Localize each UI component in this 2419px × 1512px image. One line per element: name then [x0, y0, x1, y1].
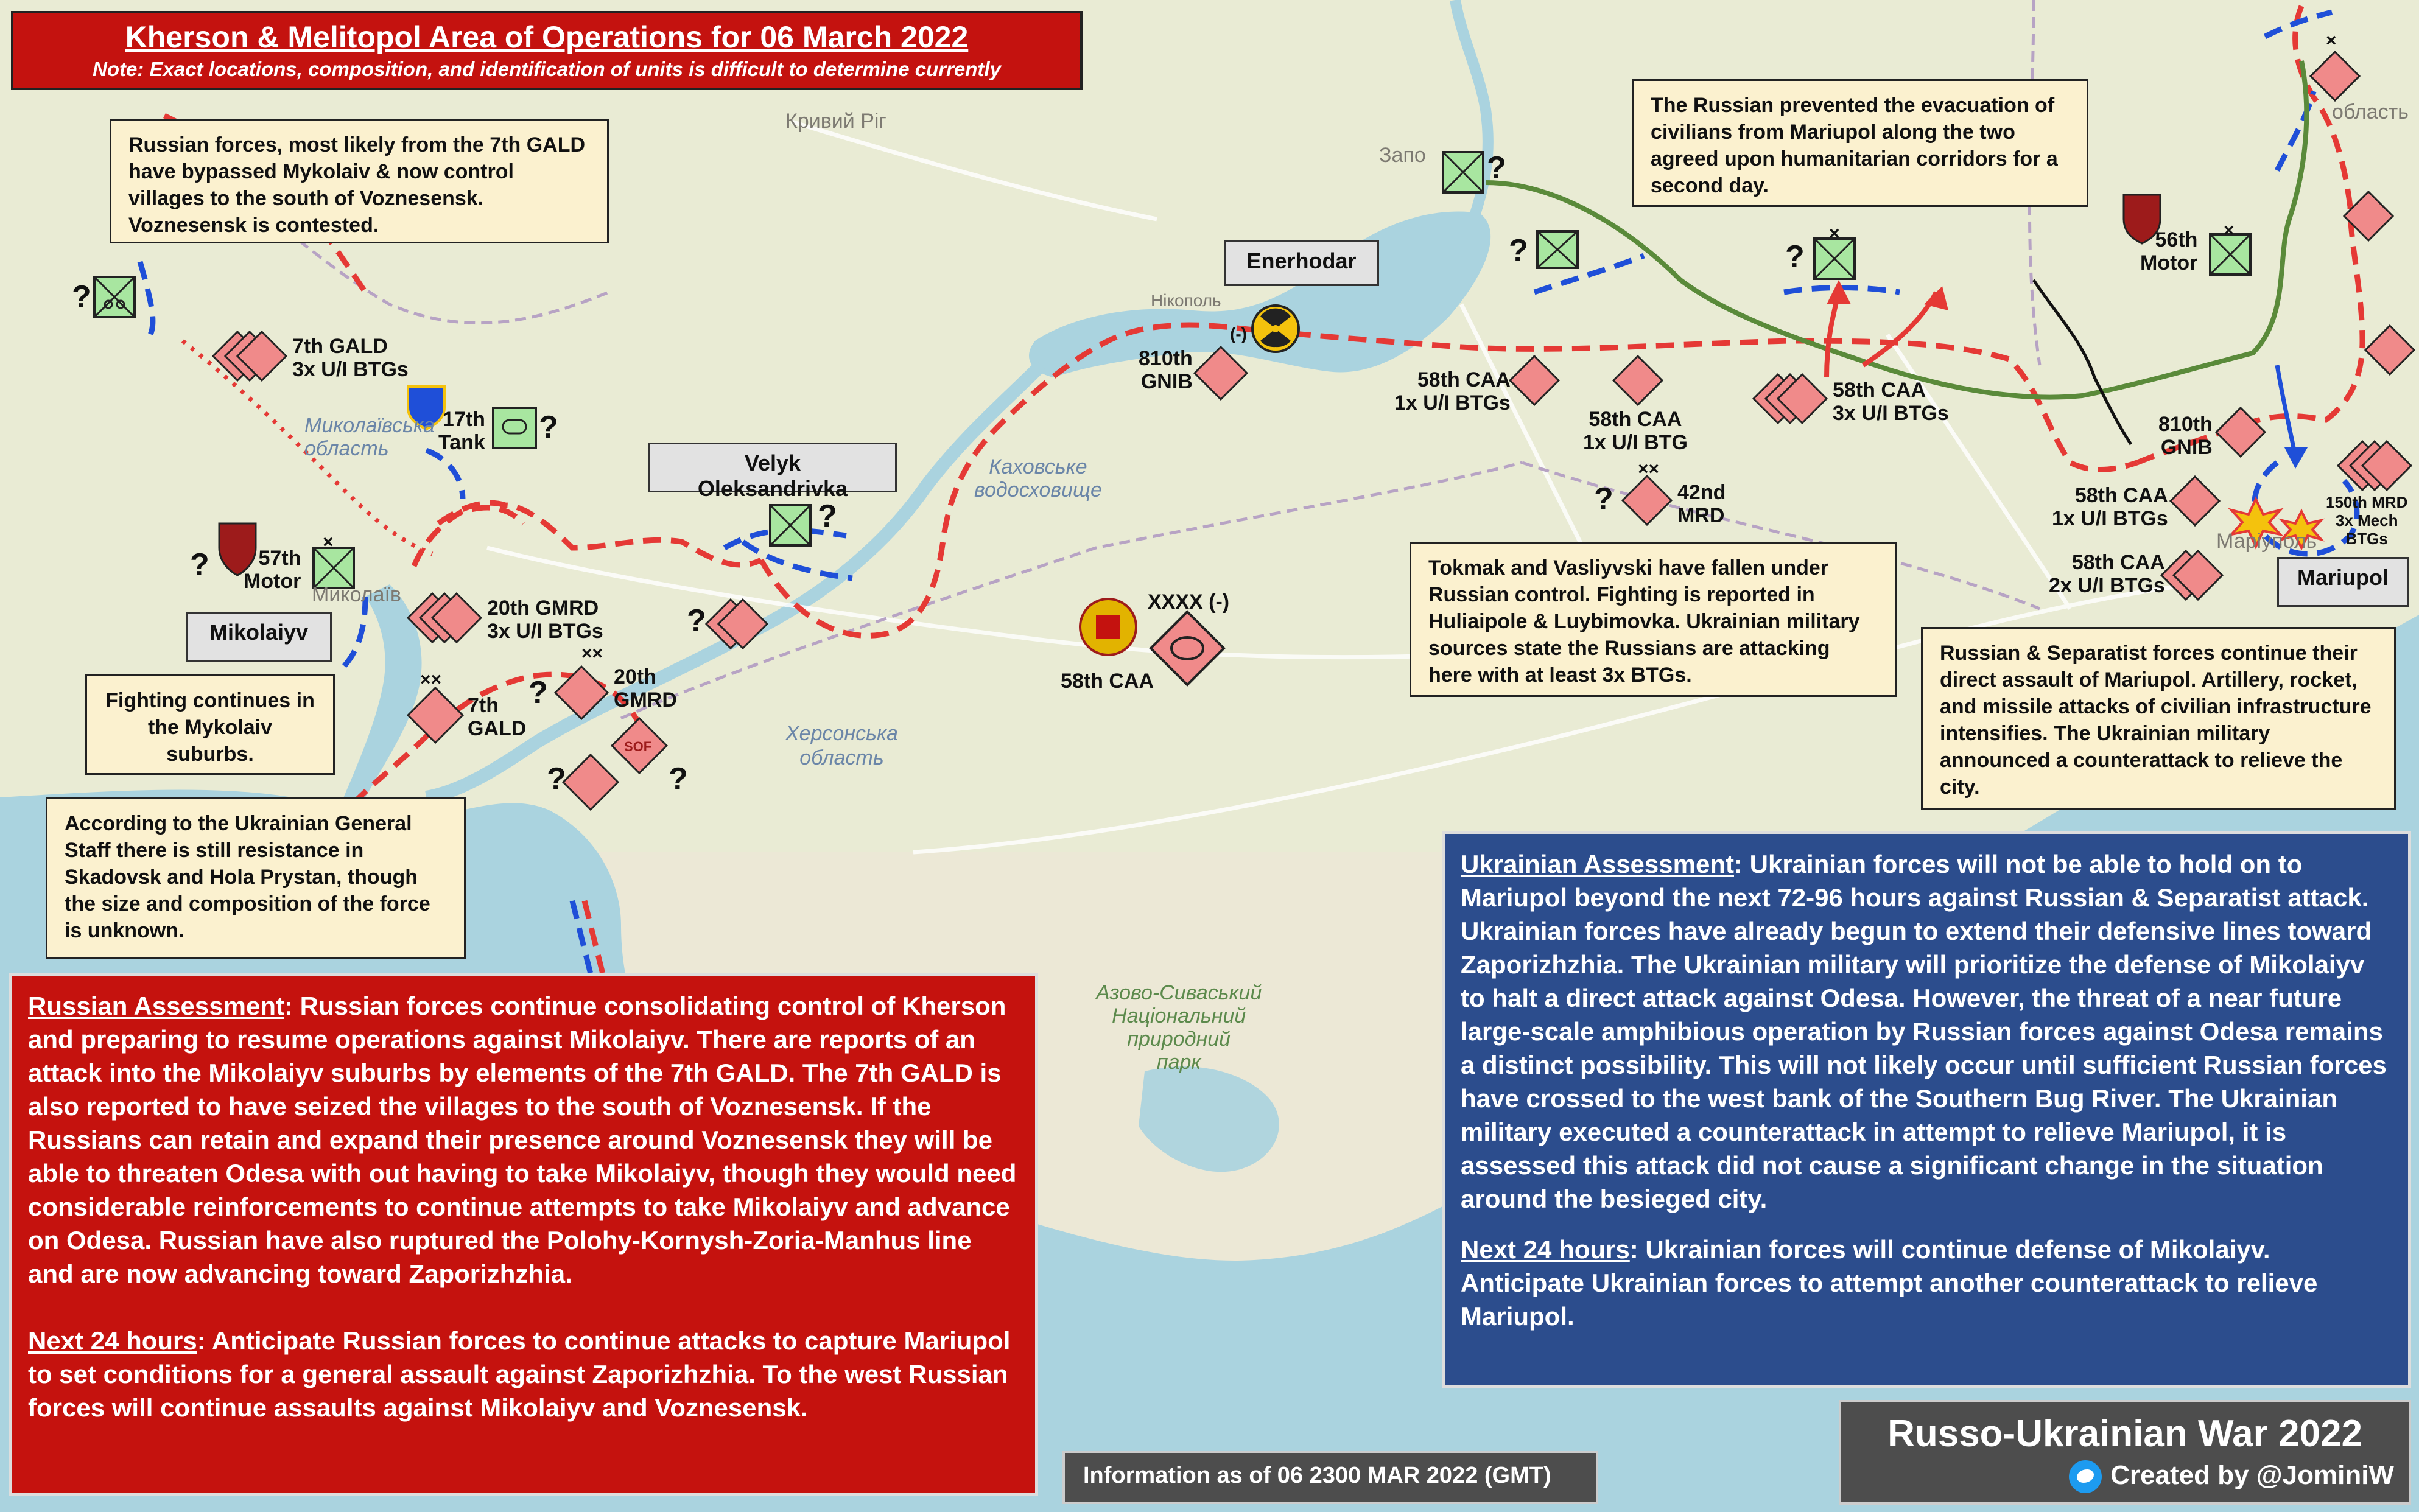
question-mark: ? — [1487, 150, 1506, 186]
label-7th-gald-btgs: 7th GALD 3x U/I BTGs — [292, 335, 409, 381]
label-58th-caa-b: 58th CAA 1x U/I BTG — [1583, 408, 1688, 454]
label-58th-caa-echelon: XXXX (-) — [1148, 590, 1230, 614]
label-17th-tank: 17th Tank — [438, 408, 485, 454]
label-57th-motor: 57th Motor — [244, 547, 301, 593]
label-810th-gnib-west: 810th GNIB — [1139, 347, 1193, 393]
note-mariupol-evacuation: The Russian prevented the evacuation of civilians from Mariupol along the two agreed upon humanitarian corridors for a second day. — [1632, 79, 2088, 207]
place-enerhodar: Enerhodar — [1224, 240, 1379, 286]
echelon-ne-1: × — [2326, 30, 2337, 51]
note-skadovsk: According to the Ukrainian General Staff there is still resistance in Skadovsk and Hola Prystan, though the size and composition of the force is unknown. — [46, 797, 466, 959]
map-title: Kherson & Melitopol Area of Operations for 06 March 2022 — [125, 20, 969, 54]
russian-assessment-panel — [9, 973, 1038, 1496]
basemap-zapo: Запо — [1379, 144, 1426, 167]
nuclear-plant-icon — [1252, 306, 1299, 352]
ukrainian-next24-heading: Next 24 hours — [1461, 1235, 1630, 1264]
label-58th-caa-main: 58th CAA — [1061, 670, 1154, 693]
map-title-box — [11, 11, 1083, 90]
created-by[interactable]: Created by @JominiW — [2110, 1460, 2394, 1490]
note-voznesensk: Russian forces, most likely from the 7th GALD have bypassed Mykolaiv & now control villages to the south of Voznesensk. Voznesensk is contested. — [110, 119, 609, 243]
russian-58th-caa-emblem-icon — [1080, 599, 1136, 655]
echelon-7th-gald: ×× — [420, 670, 442, 690]
label-20th-gmrd: 20th GMRD — [614, 665, 677, 712]
label-810th-gnib-east: 810th GNIB — [2158, 413, 2213, 459]
label-58th-caa-e: 58th CAA 2x U/I BTGs — [2049, 551, 2165, 597]
place-mikolaiyv: Mikolaiyv — [186, 612, 332, 662]
label-58th-caa-d: 58th CAA 1x U/I BTGs — [2052, 484, 2168, 530]
note-mariupol-assault: Russian & Separatist forces continue their direct assault of Mariupol. Artillery, rocket, and missile attacks of civilian infrastructure intensifies. The Ukrainian military announced a counterattack to relieve the city. — [1921, 627, 2396, 810]
label-58th-caa-c: 58th CAA 3x U/I BTGs — [1833, 379, 1949, 425]
question-mark: ? — [1785, 239, 1805, 275]
info-timestamp: Information as of 06 2300 MAR 2022 (GMT) — [1062, 1451, 1598, 1504]
label-7th-gald: 7th GALD — [468, 694, 527, 740]
question-mark: ? — [1594, 481, 1613, 517]
basemap-kryvyi: Кривий Ріг — [785, 110, 886, 133]
label-20th-gmrd-btgs: 20th GMRD 3x U/I BTGs — [487, 597, 603, 643]
echelon-42nd: ×× — [1638, 459, 1660, 479]
question-mark: ? — [72, 279, 91, 315]
ukrainian-unit-east-1[interactable] — [1537, 231, 1578, 268]
label-42nd-mrd: 42nd MRD — [1677, 481, 1726, 527]
echelon-56th: × — [2224, 220, 2235, 240]
question-mark: ? — [528, 675, 548, 710]
basemap-mariupol-city: Маріуполь — [2216, 530, 2317, 553]
ukrainian-unit-velyk[interactable] — [770, 505, 810, 545]
basemap-nikopol: Нікополь — [1151, 291, 1221, 310]
russian-next24-body: : Anticipate Russian forces to continue attacks to capture Mariupol to set conditions for a general assault against Zaporizhzhia. To the west Russian forces will continue assaults against Mikolaiyv and Voznesensk. — [28, 1326, 1011, 1422]
question-mark: ? — [1509, 233, 1528, 268]
echelon-20th-gmrd: ×× — [581, 643, 603, 663]
war-title: Russo-Ukrainian War 2022 — [1887, 1413, 2362, 1455]
russian-assessment-heading: Russian Assessment — [28, 992, 284, 1020]
question-mark: ? — [669, 761, 688, 797]
basemap-khersonska: Херсонська область — [785, 722, 898, 769]
basemap-azov-park: Азово-Сиваський Національний природний парк — [1096, 981, 1262, 1074]
label-sof: SOF — [624, 739, 652, 754]
ukrainian-unit-17th-tank[interactable] — [493, 408, 536, 448]
ukrainian-next24-body: : Ukrainian forces will continue defense of Mikolaiyv. Anticipate Ukrainian forces to attempt another counterattack to relieve Mariupol. — [1461, 1235, 2318, 1331]
basemap-kakhovka: Каховське водосховище — [974, 455, 1102, 502]
question-mark: ? — [539, 410, 558, 445]
ukrainian-unit-zaporizhzhia[interactable] — [1443, 152, 1483, 192]
ukrainian-assessment-heading: Ukrainian Assessment — [1461, 850, 1734, 878]
echelon-57th: × — [323, 532, 334, 552]
basemap-oblast-ne: область — [2332, 100, 2409, 124]
basemap-mykolaiv-city: Миколаїв — [312, 583, 401, 606]
label-minus: (-) — [1230, 324, 1247, 343]
question-mark: ? — [687, 603, 706, 639]
ukrainian-unit-voznesensk[interactable] — [94, 277, 135, 317]
ukrainian-unit-57th-motor[interactable] — [314, 548, 354, 588]
basemap-mykolaivska: Миколаївська область — [304, 414, 435, 460]
note-tokmak: Tokmak and Vasliyvski have fallen under Russian control. Fighting is reported in Huliaipole & Luybimovka. Ukrainian military sources state the Russians are attacking here with at least 3x BTGs. — [1410, 542, 1897, 697]
map-subtitle-note: Note: Exact locations, composition, and identification of units is difficult to determine currently — [93, 58, 1001, 80]
place-velyk-oleksandrivka: Velyk Oleksandrivka — [648, 443, 897, 492]
note-mykolaiv-fighting: Fighting continues in the Mykolaiv suburbs. — [85, 674, 335, 775]
question-mark: ? — [547, 761, 566, 797]
label-58th-caa-a: 58th CAA 1x U/I BTGs — [1394, 368, 1511, 415]
ukrainian-assessment-panel — [1442, 831, 2411, 1388]
label-150th-mrd: 150th MRD 3x Mech BTGs — [2326, 493, 2408, 548]
russian-assessment-body: : Russian forces continue consolidating control of Kherson and preparing to resume operations against Mikolaiyv. There are reports of an attack into the Mikolaiyv suburbs by elements of the 7th GALD. The 7th GALD is also reported to have seized the villages to the south of Voznesensk. If the Russians can retain and expand their presence around Voznesensk they will be able to threaten Odesa with out having to take Mikolaiyv, though they would need considerable reinforcements to continue attempts to take Mikolaiyv and advance on Odesa. Russian have also ruptured the Polohy-Kornysh-Zoria-Manhus line and are now advancing toward Zaporizhzhia. — [28, 992, 1017, 1288]
label-56th-motor: 56th Motor — [2140, 228, 2198, 275]
russian-next24-heading: Next 24 hours — [28, 1326, 197, 1355]
ukrainian-assessment-body: : Ukrainian forces will not be able to hold on to Mariupol beyond the next 72-96 hours against Russian & Separatist attack. Ukrainian forces have already begun to extend their defensive lines toward Zaporizhzhia. The Ukrainian military will prioritize the defense of Mikolaiyv to halt a direct attack against Odesa. However, the threat of a near future large-scale amphibious operation by Russian forces against Odesa remains a distinct possibility. This will not likely occur until sufficient Russian forces have crossed to the west bank of the Southern Bug River. The Ukrainian military executed a counterattack in attempt to relieve Mariupol, it is assessed this attack did not cause a significant change in the situation around the besieged city. — [1461, 850, 2387, 1213]
place-mariupol: Mariupol — [2277, 557, 2409, 607]
question-mark: ? — [190, 547, 209, 583]
echelon-ukr-east-2: × — [1829, 223, 1840, 243]
twitter-icon — [2069, 1460, 2102, 1493]
question-mark: ? — [818, 499, 837, 534]
war-credit-box — [1839, 1400, 2411, 1505]
